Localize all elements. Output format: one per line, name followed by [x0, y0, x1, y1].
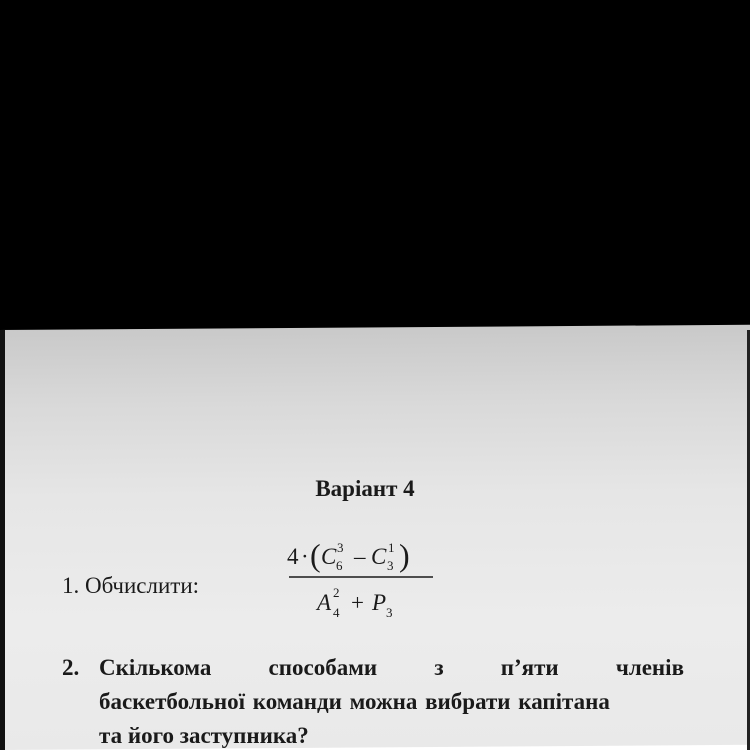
black-background — [0, 0, 750, 338]
denominator-term2-base: P — [372, 590, 387, 615]
denominator-term1-sup: 2 — [333, 585, 340, 600]
numerator-coefficient: 4 — [287, 544, 299, 569]
numerator-term2-base: C — [371, 544, 387, 569]
numerator-close-paren: ) — [399, 539, 410, 573]
numerator-minus: – — [354, 544, 366, 569]
task1-label: 1. Обчислити: — [62, 573, 200, 598]
task2-word: з — [434, 655, 444, 680]
denominator-plus: + — [351, 590, 364, 615]
numerator-term2-sub: 3 — [387, 558, 394, 573]
task2-number: 2. — [62, 655, 80, 680]
formula-fraction — [287, 539, 435, 623]
task2-line3: та його заступника? — [99, 723, 309, 748]
numerator-term1-sub: 6 — [336, 558, 343, 573]
task2-word: Скількома — [99, 655, 212, 680]
numerator-open-paren: ( — [310, 539, 321, 573]
task2-line2: баскетбольної команди можна вибрати капітана — [99, 689, 610, 714]
left-edge-shadow — [0, 330, 5, 750]
formula-svg — [287, 539, 435, 623]
numerator-term1-sup: 3 — [337, 540, 344, 555]
denominator-term2-sub: 3 — [386, 605, 393, 620]
task2-word: п’яти — [500, 655, 559, 680]
task2-word: способами — [268, 655, 378, 680]
task2-word: членів — [615, 655, 684, 680]
variant-title: Варіант 4 — [315, 476, 415, 501]
denominator-term1-base: A — [317, 590, 332, 615]
task2-line1 — [99, 651, 684, 685]
numerator-dot: · — [301, 544, 309, 569]
denominator-term1-sub: 4 — [333, 605, 340, 620]
numerator-term2-sup: 1 — [388, 540, 395, 555]
numerator-term1-base: C — [321, 544, 337, 569]
